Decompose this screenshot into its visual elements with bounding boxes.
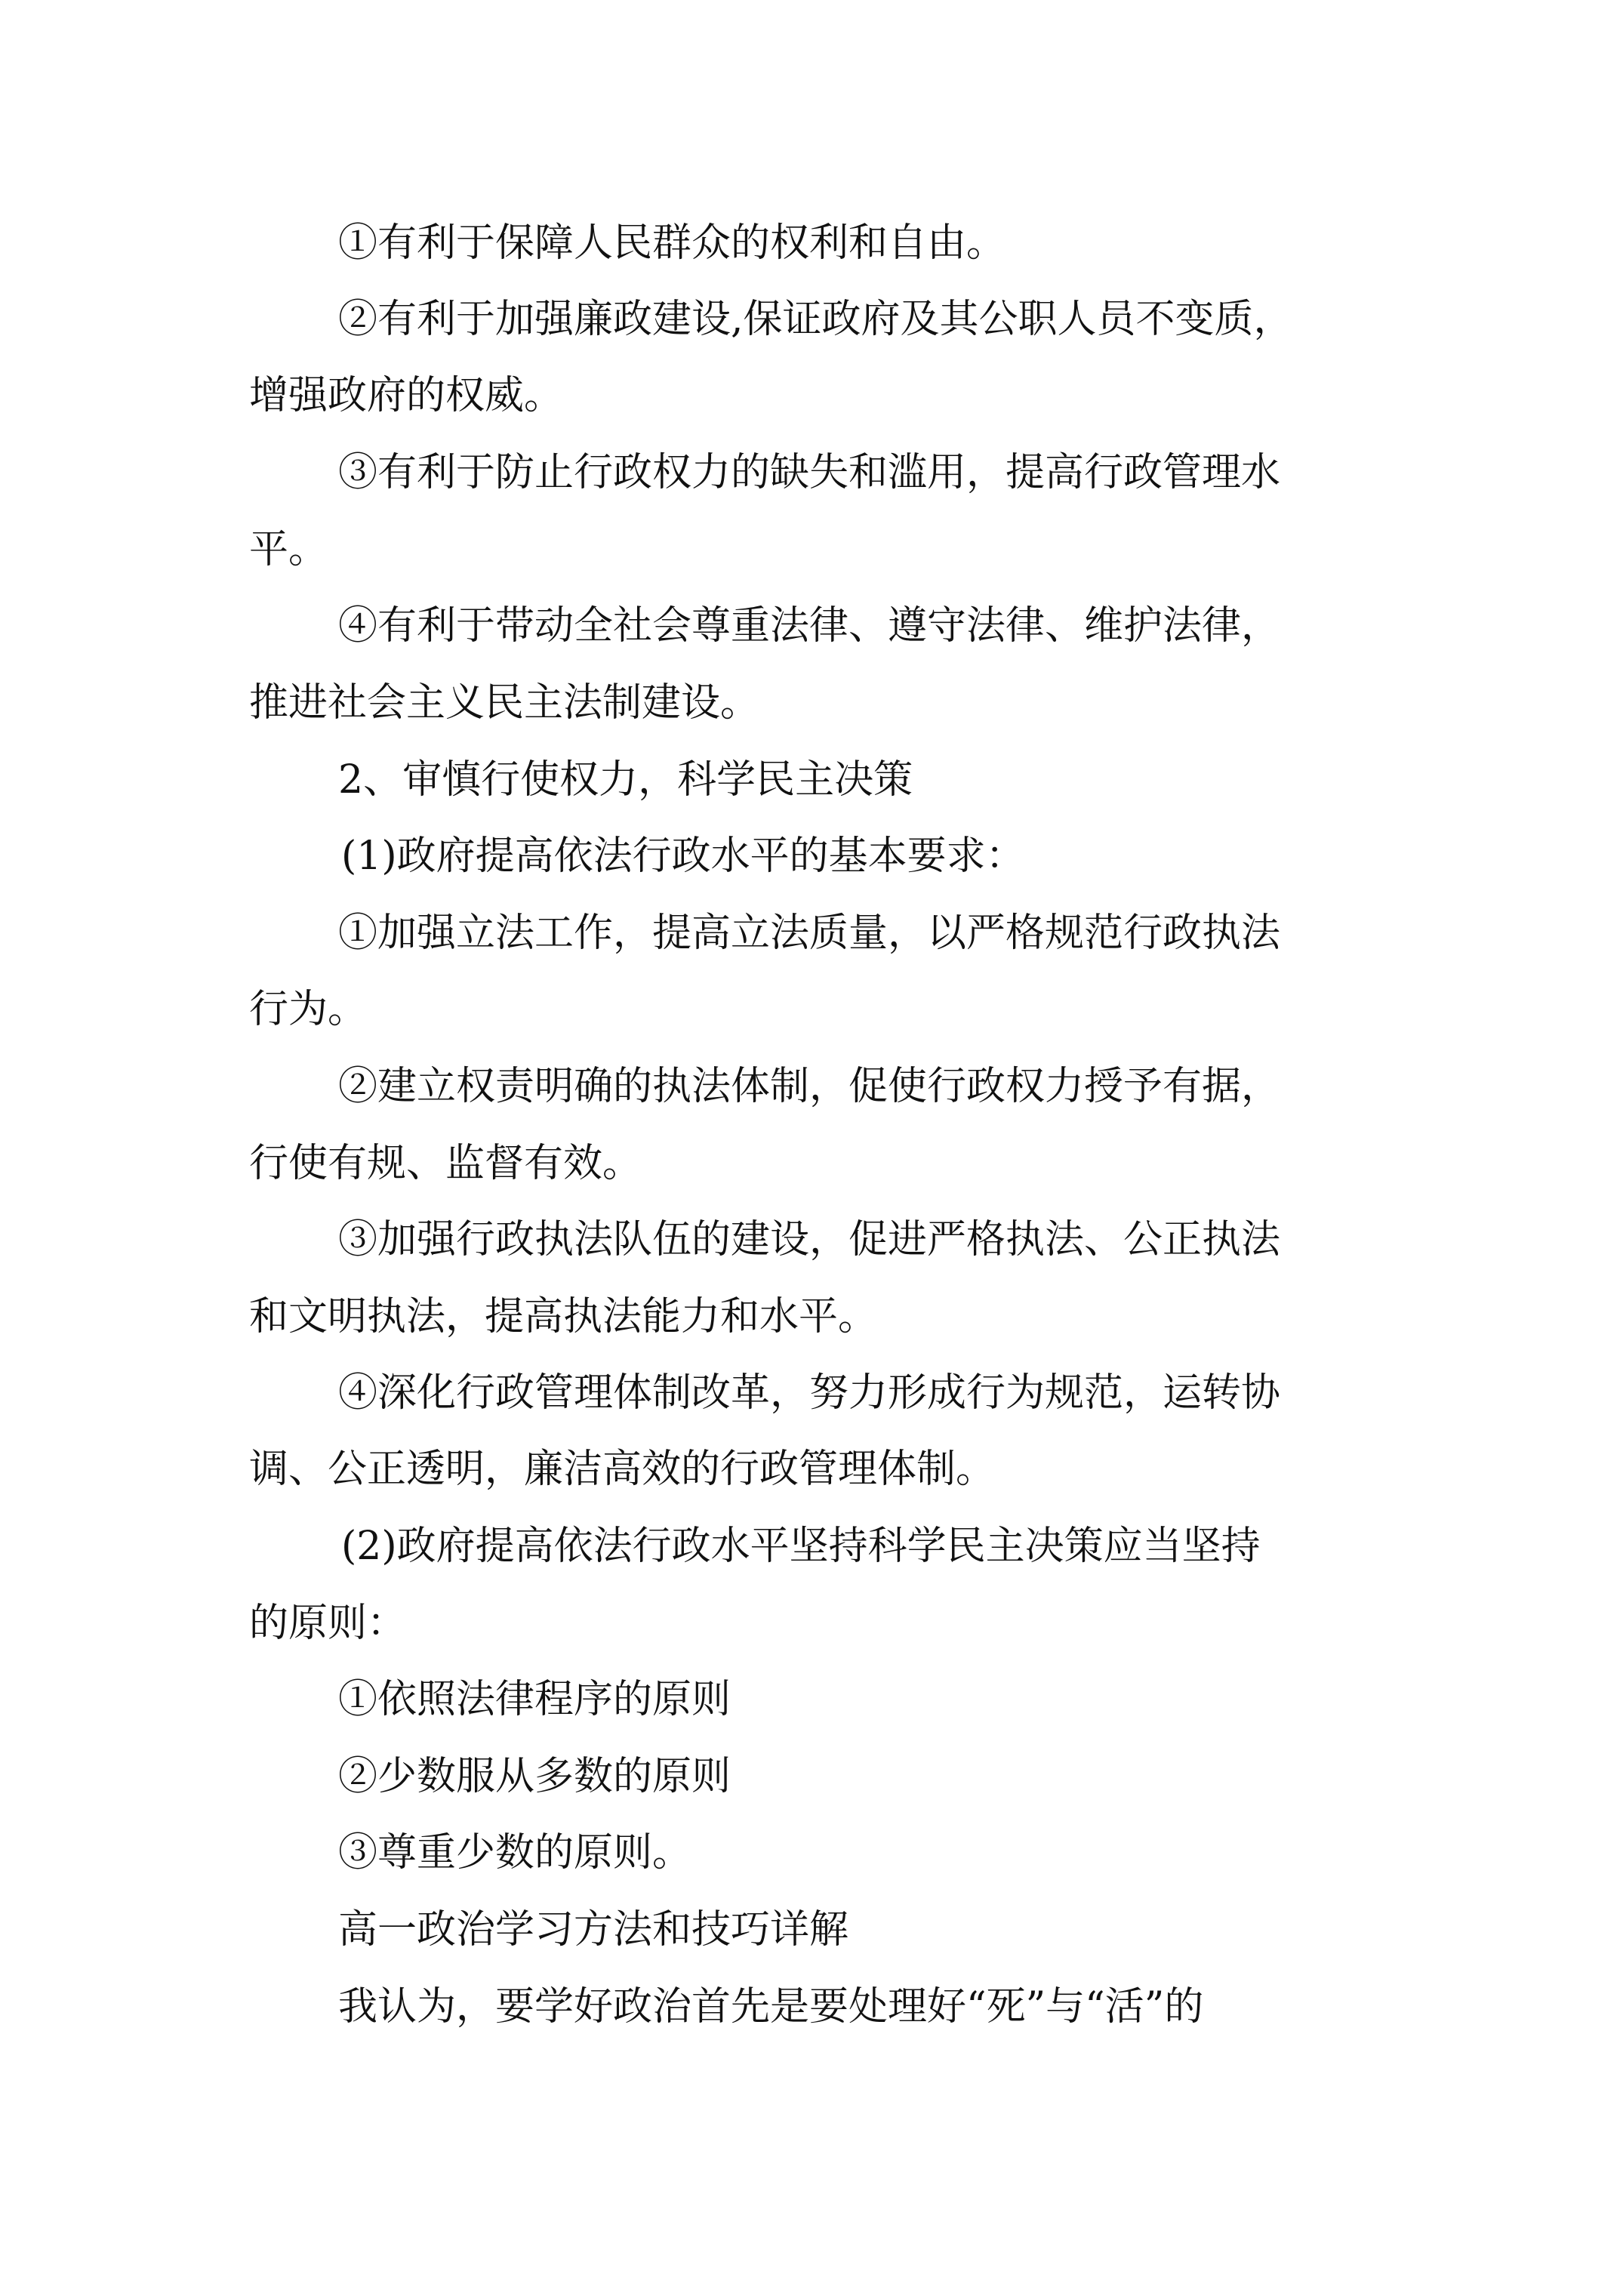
text-line: ②建立权责明确的执法体制，促使行政权力授予有据， xyxy=(338,1064,1281,1109)
text-line: ①依照法律程序的原则 xyxy=(338,1677,731,1722)
text-line: 我认为，要学好政治首先是要处理好“死”与“活”的 xyxy=(338,1984,1204,2029)
text-line: ②有利于加强廉政建设,保证政府及其公职人员不变质， xyxy=(338,297,1293,342)
text-line: 和文明执法，提高执法能力和水平。 xyxy=(249,1294,878,1339)
text-line: 增强政府的权威。 xyxy=(249,373,564,418)
section-heading: 高一政治学习方法和技巧详解 xyxy=(338,1907,849,1952)
text-line: 调、公正透明，廉洁高效的行政管理体制。 xyxy=(249,1447,996,1492)
text-line: 行为。 xyxy=(249,987,368,1032)
text-line: ④有利于带动全社会尊重法律、遵守法律、维护法律， xyxy=(338,603,1281,649)
subsection-heading: (2)政府提高依法行政水平坚持科学民主决策应当坚持 xyxy=(341,1524,1261,1569)
text-line: ②少数服从多数的原则 xyxy=(338,1754,731,1799)
text-line: ④深化行政管理体制改革，努力形成行为规范，运转协 xyxy=(338,1370,1281,1416)
text-line: 的原则： xyxy=(249,1601,407,1646)
subsection-heading: (1)政府提高依法行政水平的基本要求： xyxy=(341,834,1025,879)
text-line: 平。 xyxy=(249,527,328,572)
text-line: ③尊重少数的原则。 xyxy=(338,1830,692,1875)
text-line: ③加强行政执法队伍的建设，促进严格执法、公正执法 xyxy=(338,1217,1281,1262)
text-line: 行使有规、监督有效。 xyxy=(249,1141,642,1186)
text-line: 推进社会主义民主法制建设。 xyxy=(249,680,760,726)
text-line: ①有利于保障人民群众的权利和自由。 xyxy=(338,220,1006,266)
text-line: ①加强立法工作，提高立法质量，以严格规范行政执法 xyxy=(338,911,1281,956)
text-line: ③有利于防止行政权力的缺失和滥用，提高行政管理水 xyxy=(338,450,1281,495)
section-heading: 2、审慎行使权力，科学民主决策 xyxy=(338,757,913,803)
